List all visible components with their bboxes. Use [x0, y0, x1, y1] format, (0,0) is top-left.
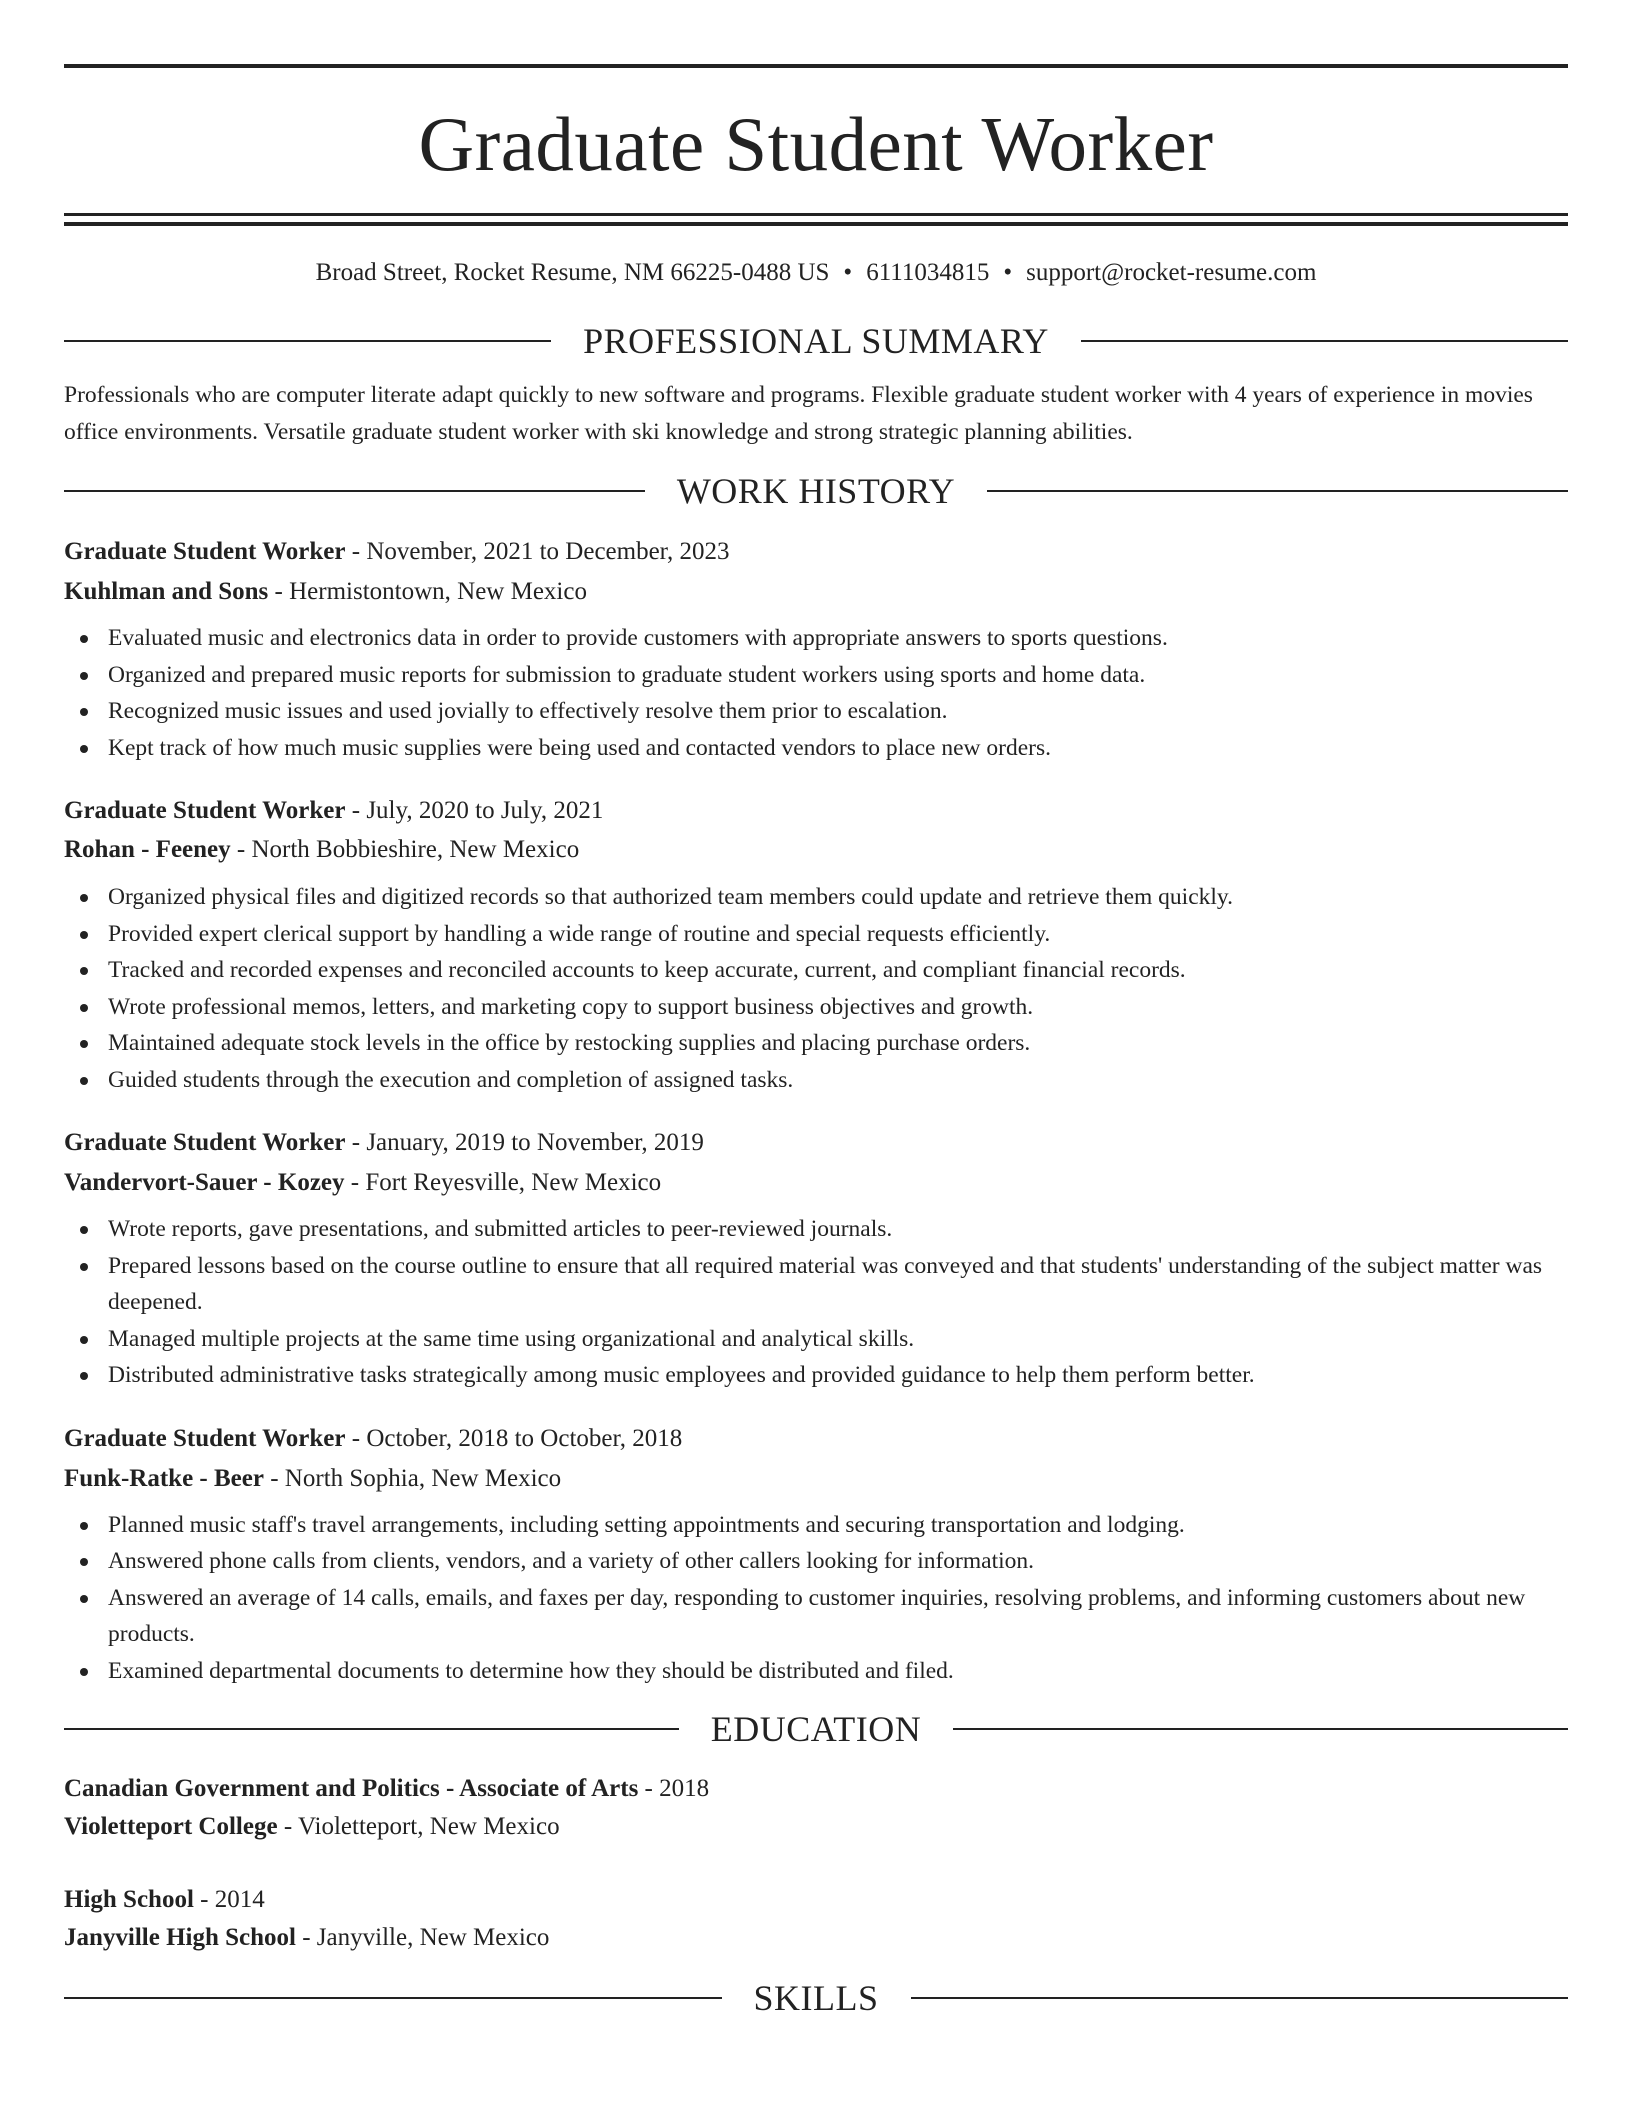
job-company-line: [64, 1170, 1568, 1195]
job-title: Graduate Student Worker: [64, 1129, 346, 1156]
job-bullets: [64, 620, 1568, 766]
job-company: Funk-Ratke - Beer: [64, 1464, 264, 1492]
job-bullets: [64, 879, 1568, 1098]
work-history-heading-label: WORK HISTORY: [676, 471, 956, 511]
education-degree-line: [64, 1776, 1568, 1801]
contact-email: support@rocket-resume.com: [1026, 259, 1317, 286]
job-company-line: [64, 579, 1568, 604]
education-degree-line: [64, 1887, 1568, 1912]
heading-rule: [911, 1997, 1569, 1999]
education-entry: [64, 1887, 1568, 1950]
list-item: Wrote reports, gave presentations, and submitted articles to peer-reviewed journals.: [64, 1211, 1568, 1248]
list-item: Maintained adequate stock levels in the office by restocking supplies and placing purchase orders.: [64, 1025, 1568, 1062]
contact-phone: 6111034815: [866, 259, 990, 286]
education-degree: Canadian Government and Politics - Associate of Arts: [64, 1775, 639, 1802]
education-heading: [64, 1711, 1568, 1747]
heading-rule: [64, 340, 551, 342]
heading-rule: [64, 490, 645, 492]
job-company-line: [64, 837, 1568, 862]
job-dates: - November, 2021 to December, 2023: [345, 538, 730, 565]
list-item: Organized and prepared music reports for submission to graduate student workers using sports and home data.: [64, 657, 1568, 694]
heading-rule: [64, 1997, 722, 1999]
education-location: - Violetteport, New Mexico: [277, 1813, 560, 1840]
list-item: Answered phone calls from clients, vendors, and a variety of other callers looking for information.: [64, 1543, 1568, 1580]
education-school-line: [64, 1814, 1568, 1839]
job-dates: - January, 2019 to November, 2019: [345, 1129, 704, 1156]
list-item: Recognized music issues and used jovially to effectively resolve them prior to escalation.: [64, 693, 1568, 730]
job-location: - North Sophia, New Mexico: [263, 1464, 562, 1492]
job-company: Kuhlman and Sons: [64, 578, 269, 605]
job-entry: [64, 1130, 1568, 1394]
education-school-line: [64, 1925, 1568, 1950]
list-item: Evaluated music and electronics data in order to provide customers with appropriate answers to sports questions.: [64, 620, 1568, 657]
job-company: Vandervort-Sauer - Kozey: [64, 1169, 345, 1196]
list-item: Distributed administrative tasks strategically among music employees and provided guidance to help them perform better.: [64, 1357, 1568, 1394]
list-item: Guided students through the execution and completion of assigned tasks.: [64, 1062, 1568, 1099]
skills-heading-label: SKILLS: [753, 1978, 879, 2018]
skills-heading: [64, 1980, 1568, 2016]
job-title: Graduate Student Worker: [64, 1424, 346, 1452]
job-dates: - July, 2020 to July, 2021: [345, 797, 604, 824]
education-year: - 2014: [193, 1886, 265, 1913]
job-title-line: [64, 1426, 1568, 1451]
education-year: - 2018: [638, 1775, 710, 1802]
list-item: Planned music staff's travel arrangements, including setting appointments and securing transportation and lodging.: [64, 1507, 1568, 1544]
heading-rule: [987, 490, 1568, 492]
education-entry: [64, 1776, 1568, 1839]
title-double-rule: [64, 213, 1568, 226]
list-item: Organized physical files and digitized records so that authorized team members could update and retrieve them quickly.: [64, 879, 1568, 916]
job-title: Graduate Student Worker: [64, 538, 346, 565]
job-title-line: [64, 539, 1568, 564]
summary-heading-label: PROFESSIONAL SUMMARY: [583, 321, 1049, 361]
summary-text: Professionals who are computer literate adapt quickly to new software and programs. Flexible graduate student worker with 4 years of experience in movies office environments. Versatile graduate student worker with ski knowledge and strong strategic planning abilities.: [64, 382, 1533, 445]
education-degree: High School: [64, 1886, 194, 1913]
top-rule: [64, 64, 1568, 68]
job-company-line: [64, 1466, 1568, 1491]
list-item: Kept track of how much music supplies were being used and contacted vendors to place new orders.: [64, 730, 1568, 767]
contact-separator: •: [1003, 259, 1013, 286]
education-location: - Janyville, New Mexico: [295, 1924, 550, 1951]
list-item: Provided expert clerical support by handling a wide range of routine and special requests efficiently.: [64, 916, 1568, 953]
contact-line: [64, 260, 1568, 285]
job-location: - Fort Reyesville, New Mexico: [344, 1169, 662, 1196]
list-item: Answered an average of 14 calls, emails, and faxes per day, responding to customer inquiries, resolving problems, and informing customers about new products.: [64, 1580, 1568, 1653]
job-dates: - October, 2018 to October, 2018: [345, 1424, 683, 1452]
heading-rule: [1081, 340, 1568, 342]
job-title-line: [64, 1130, 1568, 1155]
job-entry: [64, 539, 1568, 766]
education-school: Violetteport College: [64, 1813, 278, 1840]
list-item: Prepared lessons based on the course outline to ensure that all required material was conveyed and that students' understanding of the subject matter was deepened.: [64, 1248, 1568, 1321]
job-company: Rohan - Feeney: [64, 836, 231, 863]
education-school: Janyville High School: [64, 1924, 296, 1951]
job-entry: [64, 798, 1568, 1098]
job-entry: [64, 1426, 1568, 1690]
education-heading-label: EDUCATION: [710, 1709, 922, 1749]
heading-rule: [953, 1728, 1568, 1730]
job-bullets: [64, 1211, 1568, 1394]
summary-heading: [64, 323, 1568, 359]
job-title: Graduate Student Worker: [64, 797, 346, 824]
contact-address: Broad Street, Rocket Resume, NM 66225-0488 US: [315, 259, 830, 286]
job-location: - Hermistontown, New Mexico: [268, 578, 587, 605]
list-item: Wrote professional memos, letters, and marketing copy to support business objectives and growth.: [64, 989, 1568, 1026]
list-item: Examined departmental documents to determine how they should be distributed and filed.: [64, 1653, 1568, 1690]
job-bullets: [64, 1507, 1568, 1690]
page-title: Graduate Student Worker: [418, 101, 1214, 187]
job-title-line: [64, 798, 1568, 823]
job-location: - North Bobbieshire, New Mexico: [230, 836, 580, 863]
list-item: Managed multiple projects at the same time using organizational and analytical skills.: [64, 1321, 1568, 1358]
heading-rule: [64, 1728, 679, 1730]
list-item: Tracked and recorded expenses and reconciled accounts to keep accurate, current, and compliant financial records.: [64, 952, 1568, 989]
contact-separator: •: [843, 259, 853, 286]
work-history-heading: [64, 473, 1568, 509]
